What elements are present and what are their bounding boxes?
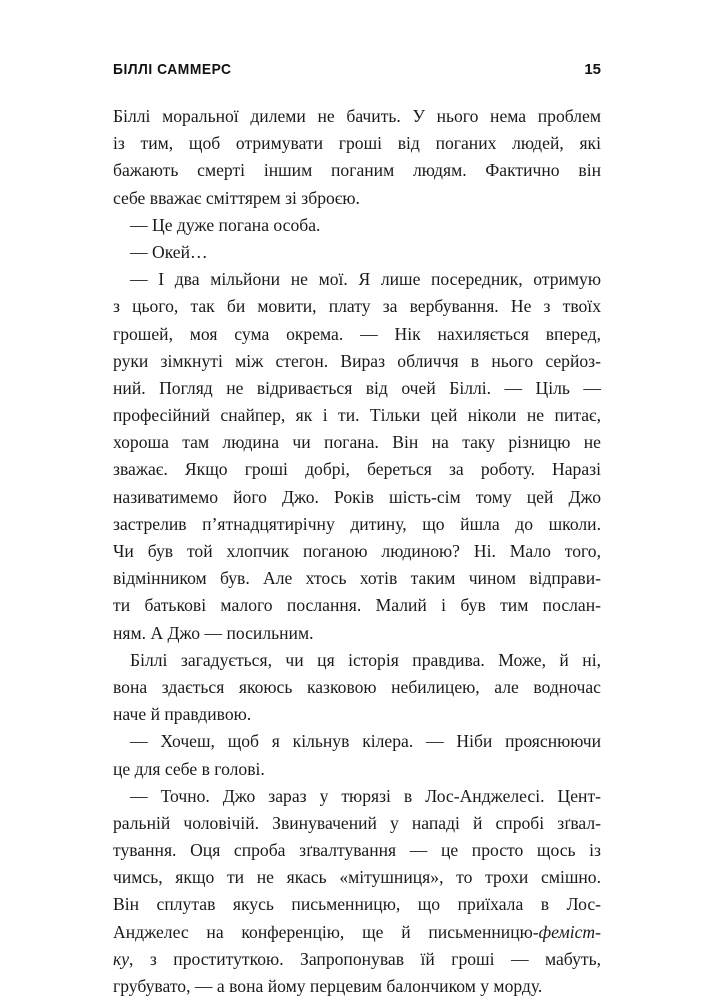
text-line: зважає. Якщо гроші добрі, береться за роботу. Наразі [113, 459, 601, 480]
text-line: грошей, моя сума окрема. — Нік нахиляється вперед, [113, 323, 601, 344]
text-line: ням. А Джо — посильним. [113, 622, 314, 643]
dialogue-paragraph [113, 239, 601, 266]
text-line: — Це дуже погана особа. [130, 214, 321, 235]
italic-text: феміст- [538, 921, 601, 942]
dialogue-paragraph [113, 728, 601, 782]
text-line: відмінником був. Але хтось хотів таким чином відправи- [113, 568, 601, 589]
text-line: — Окей… [130, 241, 208, 262]
text-line: Біллі моральної дилеми не бачить. У нього нема проблем [113, 106, 601, 126]
page-number: 15 [584, 61, 601, 78]
text-line: бажають смерті іншим поганим людям. Фактично він [113, 160, 601, 181]
text-line: Біллі загадується, чи ця історія правдива. Може, й ні, [130, 649, 601, 670]
dialogue-paragraph [113, 783, 601, 1000]
running-head [113, 61, 601, 83]
text-line: застрелив п’ятнадцятирічну дитину, що йшла до школи. [113, 513, 601, 534]
text-line: наче й правдивою. [113, 704, 252, 725]
text-line: Він сплутав якусь письменницю, що приїхала в Лос- [113, 894, 601, 915]
text-line: руки зімкнуті між стегон. Вираз обличчя в нього серйоз- [113, 350, 601, 371]
text-line: — І два мільйони не мої. Я лише посередник, отримую [130, 269, 601, 290]
text-line: це для себе в голові. [113, 758, 265, 779]
text-line: із тим, щоб отримувати гроші від поганих людей, які [113, 133, 601, 154]
text-line: професійний снайпер, як і ти. Тільки цей ніколи не питає, [113, 405, 601, 426]
text-line-with-italic [113, 919, 601, 946]
text-line: ти батькові малого послання. Малий і був тим послан- [113, 595, 601, 616]
body-text [113, 103, 601, 1000]
text-line: вона здається якоюсь казковою небилицею, але водночас [113, 676, 601, 697]
text-line: — Точно. Джо зараз у тюрязі в Лос-Анджелесі. Цент- [130, 785, 601, 806]
text-line: себе вважає сміттярем зі зброєю. [113, 187, 360, 208]
text-line: тування. Оця спроба зґвалтування — це просто щось із [113, 840, 601, 861]
text-span: , з проституткою. Запропонував їй гроші — мабуть, [129, 948, 601, 969]
text-line: називатимемо його Джо. Років шість-сім тому цей Джо [113, 486, 601, 507]
italic-text: ку [113, 948, 130, 969]
text-line: хороша там людина чи погана. Він на таку різницю не [113, 432, 601, 453]
text-line: Чи був той хлопчик поганою людиною? Ні. Мало того, [113, 541, 601, 561]
paragraph [113, 103, 601, 212]
text-line: ральній чоловічій. Звинувачений у нападі й спробі зґвал- [113, 812, 601, 833]
paragraph [113, 647, 601, 729]
book-title: БІЛЛІ САММЕРС [113, 61, 232, 78]
dialogue-paragraph [113, 266, 601, 647]
text-span: Анджелес на конференцію, ще й письменницю- [113, 921, 539, 942]
text-line: з цього, так би мовити, плату за вербування. Не з твоїх [113, 296, 601, 317]
text-line: чимсь, якщо ти не якась «мітушниця», то трохи смішно. [113, 867, 601, 888]
dialogue-paragraph [113, 212, 601, 239]
text-line-with-italic [113, 946, 601, 973]
text-line: — Хочеш, щоб я кільнув кілера. — Ніби прояснюючи [130, 731, 601, 752]
text-line: грубувато, — а вона йому перцевим балончиком у морду. [113, 976, 543, 996]
text-line: ний. Погляд не відривається від очей Біллі. — Ціль — [113, 377, 601, 398]
